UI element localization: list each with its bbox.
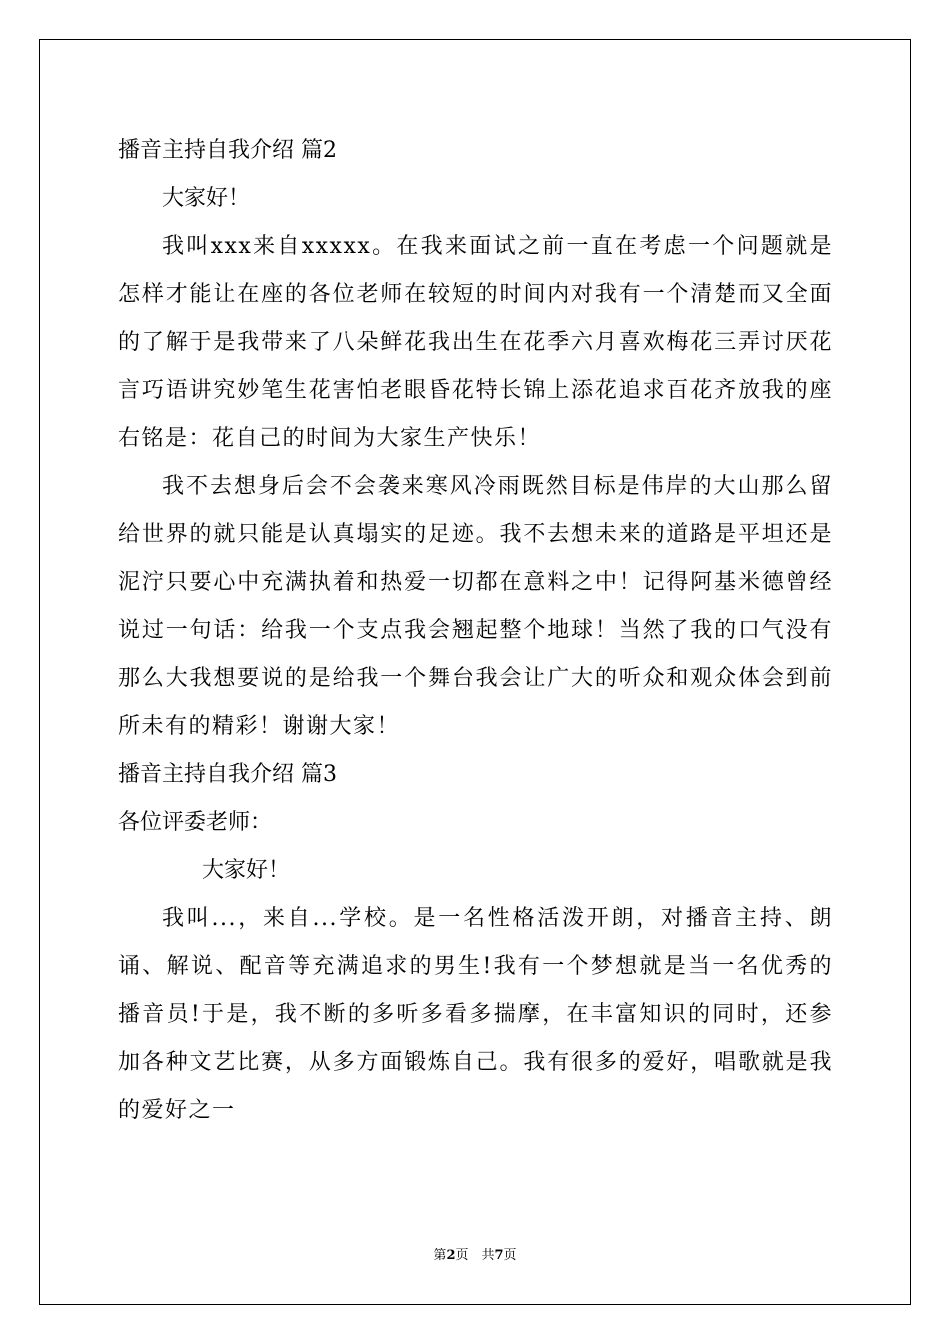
section-3-title: 播音主持自我介绍 篇3 <box>118 762 337 787</box>
section-2-paragraph-2: 我不去想身后会不会袭来寒风冷雨既然目标是伟岸的大山那么留给世界的就只能是认真塌实的足迹。我不去想未来的道路是平坦还是泥泞只要心中充满执着和热爱一切都在意料之中！记得阿基米德曾经说过一句话：给我一个支点我会翘起整个地球！当然了我的口气没有那么大我想要说的是给我一个舞台我会让广大的听众和观众体会到前所未有的精彩！谢谢大家！ <box>118 474 833 739</box>
document-body <box>118 127 833 1135</box>
section-2-paragraph-1: 我叫xxx来自xxxxx。在我来面试之前一直在考虑一个问题就是怎样才能让在座的各位老师在较短的时间内对我有一个清楚而又全面的了解于是我带来了八朵鲜花我出生在花季六月喜欢梅花三弄讨厌花言巧语讲究妙笔生花害怕老眼昏花特长锦上添花追求百花齐放我的座右铭是：花自己的时间为大家生产快乐！ <box>118 234 833 451</box>
section-2-greeting: 大家好！ <box>162 186 251 211</box>
footer-total-pages: 7 <box>494 1248 504 1263</box>
footer-suffix: 页 <box>503 1248 517 1263</box>
footer-prefix: 第 <box>433 1248 447 1263</box>
section-2-title: 播音主持自我介绍 篇2 <box>118 138 337 163</box>
section-3-salutation: 各位评委老师： <box>118 810 273 835</box>
footer-current-page: 2 <box>446 1248 456 1263</box>
footer-mid: 页 共 <box>455 1248 495 1263</box>
section-3-greeting: 大家好！ <box>202 858 291 883</box>
section-3-paragraph-1: 我叫...，来自...学校。是一名性格活泼开朗，对播音主持、朗诵、解说、配音等充满追求的男生!我有一个梦想就是当一名优秀的播音员!于是，我不断的多听多看多揣摩，在丰富知识的同时，还参加各种文艺比赛，从多方面锻炼自己。我有很多的爱好，唱歌就是我的爱好之一 <box>118 906 833 1123</box>
page-footer <box>0 1244 950 1263</box>
